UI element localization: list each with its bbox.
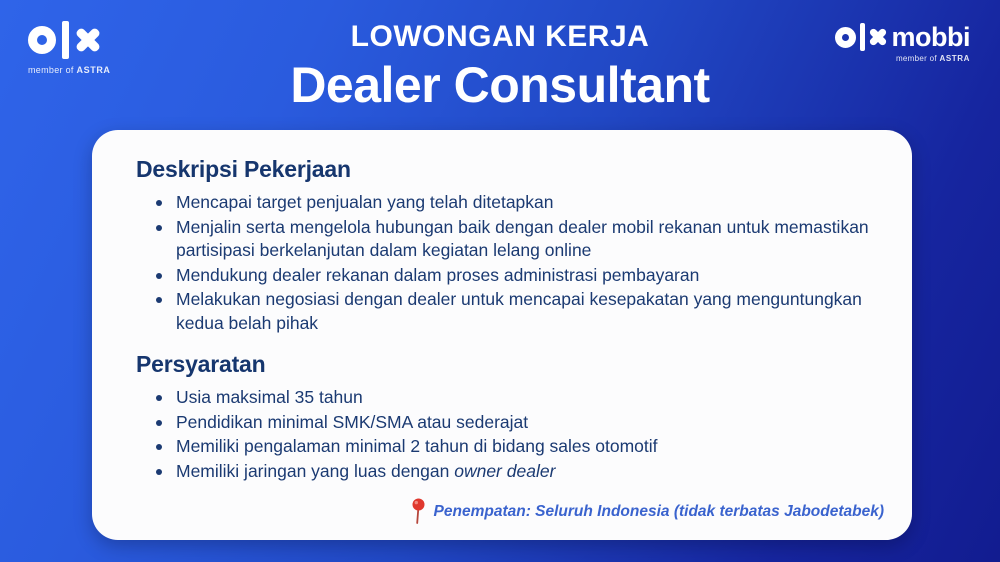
olxmobbi-logo (835, 22, 971, 63)
deskripsi-list (136, 191, 872, 335)
list-item: Mendukung dealer rekanan dalam proses administrasi pembayaran (136, 264, 872, 288)
list-item: Usia maksimal 35 tahun (136, 386, 872, 410)
placement-note (411, 498, 884, 525)
job-description-card (92, 130, 912, 540)
list-item: Mencapai target penjualan yang telah ditetapkan (136, 191, 872, 215)
list-item: Melakukan negosiasi dengan dealer untuk mencapai kesepakatan yang menguntungkan kedua belah pihak (136, 288, 872, 335)
olxmobbi-o-icon (835, 27, 856, 48)
pin-icon (411, 498, 426, 525)
list-item: Menjalin serta mengelola hubungan baik dengan dealer mobil rekanan untuk memastikan partisipasi berkelanjutan dalam kegiatan lelang online (136, 216, 872, 263)
header-kicker: LOWONGAN KERJA (350, 20, 650, 53)
olxmobbi-member-brand: ASTRA (939, 54, 970, 63)
olx-member-prefix: member of (28, 65, 74, 75)
section-heading-deskripsi: Deskripsi Pekerjaan (136, 156, 351, 182)
olx-member-brand: ASTRA (76, 65, 111, 75)
placement-text: Penempatan: Seluruh Indonesia (tidak terbatas Jabodetabek) (433, 502, 884, 520)
list-item: Memiliki jaringan yang luas dengan owner dealer (136, 460, 872, 484)
section-heading-persyaratan: Persyaratan (136, 351, 266, 377)
list-item: Pendidikan minimal SMK/SMA atau sederajat (136, 411, 872, 435)
card-content (92, 130, 912, 520)
olxmobbi-wordmark: mobbi (891, 21, 970, 52)
olxmobbi-bar-icon (860, 23, 865, 51)
list-item: Memiliki pengalaman minimal 2 tahun di bidang sales otomotif (136, 435, 872, 459)
olxmobbi-member-prefix: member of (895, 54, 937, 63)
persyaratan-list (136, 386, 872, 483)
olxmobbi-logo-mark (835, 22, 971, 52)
olxmobbi-member-line (896, 54, 970, 63)
page-title: Dealer Consultant (290, 57, 710, 113)
olxmobbi-x-icon (869, 28, 887, 46)
